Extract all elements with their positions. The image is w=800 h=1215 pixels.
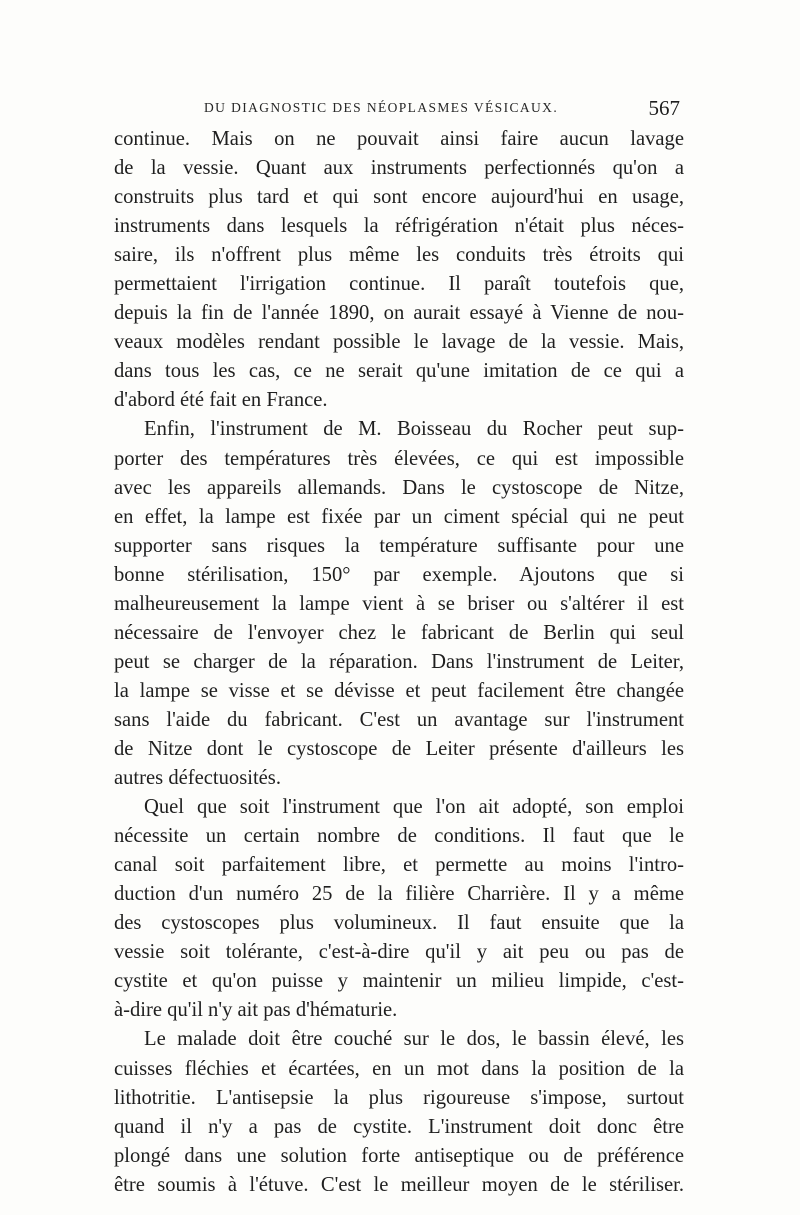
text-line: continue. Mais on ne pouvait ainsi faire aucun lavage — [114, 128, 684, 150]
text-line: plongé dans une solution forte antiseptique ou de préférence — [114, 1144, 684, 1167]
text-line: supporter sans risques la température suffisante pour une — [114, 534, 684, 557]
text-line: bonne stérilisation, 150° par exemple. Ajoutons que si — [114, 563, 684, 586]
text-line: malheureusement la lampe vient à se briser ou s'altérer il est — [114, 592, 684, 615]
text-line: la lampe se visse et se dévisse et peut facilement être changée — [114, 679, 684, 702]
text-line: dans tous les cas, ce ne serait qu'une imitation de ce qui a — [114, 360, 684, 383]
text-line: de la vessie. Quant aux instruments perfectionnés qu'on a — [114, 157, 684, 180]
text-line: cuisses fléchies et écartées, en un mot dans la position de la — [114, 1057, 684, 1080]
running-title: DU DIAGNOSTIC DES NÉOPLASMES VÉSICAUX. — [204, 100, 559, 115]
page-header — [118, 96, 684, 122]
text-line: être soumis à l'étuve. C'est le meilleur moyen de le stériliser. — [114, 1173, 684, 1196]
text-line: de Nitze dont le cystoscope de Leiter présente d'ailleurs les — [114, 737, 684, 760]
page-number: 567 — [648, 96, 680, 120]
text-line: porter des températures très élevées, ce qui est impossible — [114, 447, 684, 470]
text-line: quand il n'y a pas de cystite. L'instrument doit donc être — [114, 1115, 684, 1138]
text-line: permettaient l'irrigation continue. Il paraît toutefois que, — [114, 273, 684, 296]
text-line: canal soit parfaitement libre, et permette au moins l'intro- — [114, 854, 684, 877]
paragraph-first-line: Enfin, l'instrument de M. Boisseau du Rocher peut sup- — [144, 418, 684, 441]
text-line: saire, ils n'offrent plus même les conduits très étroits qui — [114, 244, 684, 267]
text-line: en effet, la lampe est fixée par un ciment spécial qui ne peut — [114, 505, 684, 528]
text-line: depuis la fin de l'année 1890, on aurait essayé à Vienne de nou- — [114, 302, 684, 325]
paragraph-end-line: d'abord été fait en France. — [114, 389, 328, 412]
text-line: cystite et qu'on puisse y maintenir un milieu limpide, c'est- — [114, 970, 684, 993]
text-line: nécessite un certain nombre de conditions. Il faut que le — [114, 825, 684, 848]
text-line: des cystoscopes plus volumineux. Il faut ensuite que la — [114, 912, 684, 935]
paragraph-end-line: à-dire qu'il n'y ait pas d'hématurie. — [114, 999, 398, 1022]
paragraph-first-line: Le malade doit être couché sur le dos, le bassin élevé, les — [144, 1028, 684, 1051]
text-line: vessie soit tolérante, c'est-à-dire qu'il y ait peu ou pas de — [114, 941, 684, 964]
text-line: instruments dans lesquels la réfrigération n'était plus néces- — [114, 215, 684, 238]
text-line: veaux modèles rendant possible le lavage de la vessie. Mais, — [114, 331, 684, 354]
text-line: avec les appareils allemands. Dans le cystoscope de Nitze, — [114, 476, 684, 499]
text-line: nécessaire de l'envoyer chez le fabricant de Berlin qui seul — [114, 621, 684, 644]
text-line: lithotritie. L'antisepsie la plus rigoureuse s'impose, surtout — [114, 1086, 684, 1109]
paragraph-first-line: Quel que soit l'instrument que l'on ait adopté, son emploi — [144, 796, 684, 819]
paragraph-end-line: autres défectuosités. — [114, 767, 281, 790]
text-line: duction d'un numéro 25 de la filière Charrière. Il y a même — [114, 883, 684, 906]
text-line: construits plus tard et qui sont encore aujourd'hui en usage, — [114, 186, 684, 209]
body-text — [114, 125, 684, 1200]
text-line: sans l'aide du fabricant. C'est un avantage sur l'instrument — [114, 708, 684, 731]
text-line: peut se charger de la réparation. Dans l'instrument de Leiter, — [114, 650, 684, 673]
